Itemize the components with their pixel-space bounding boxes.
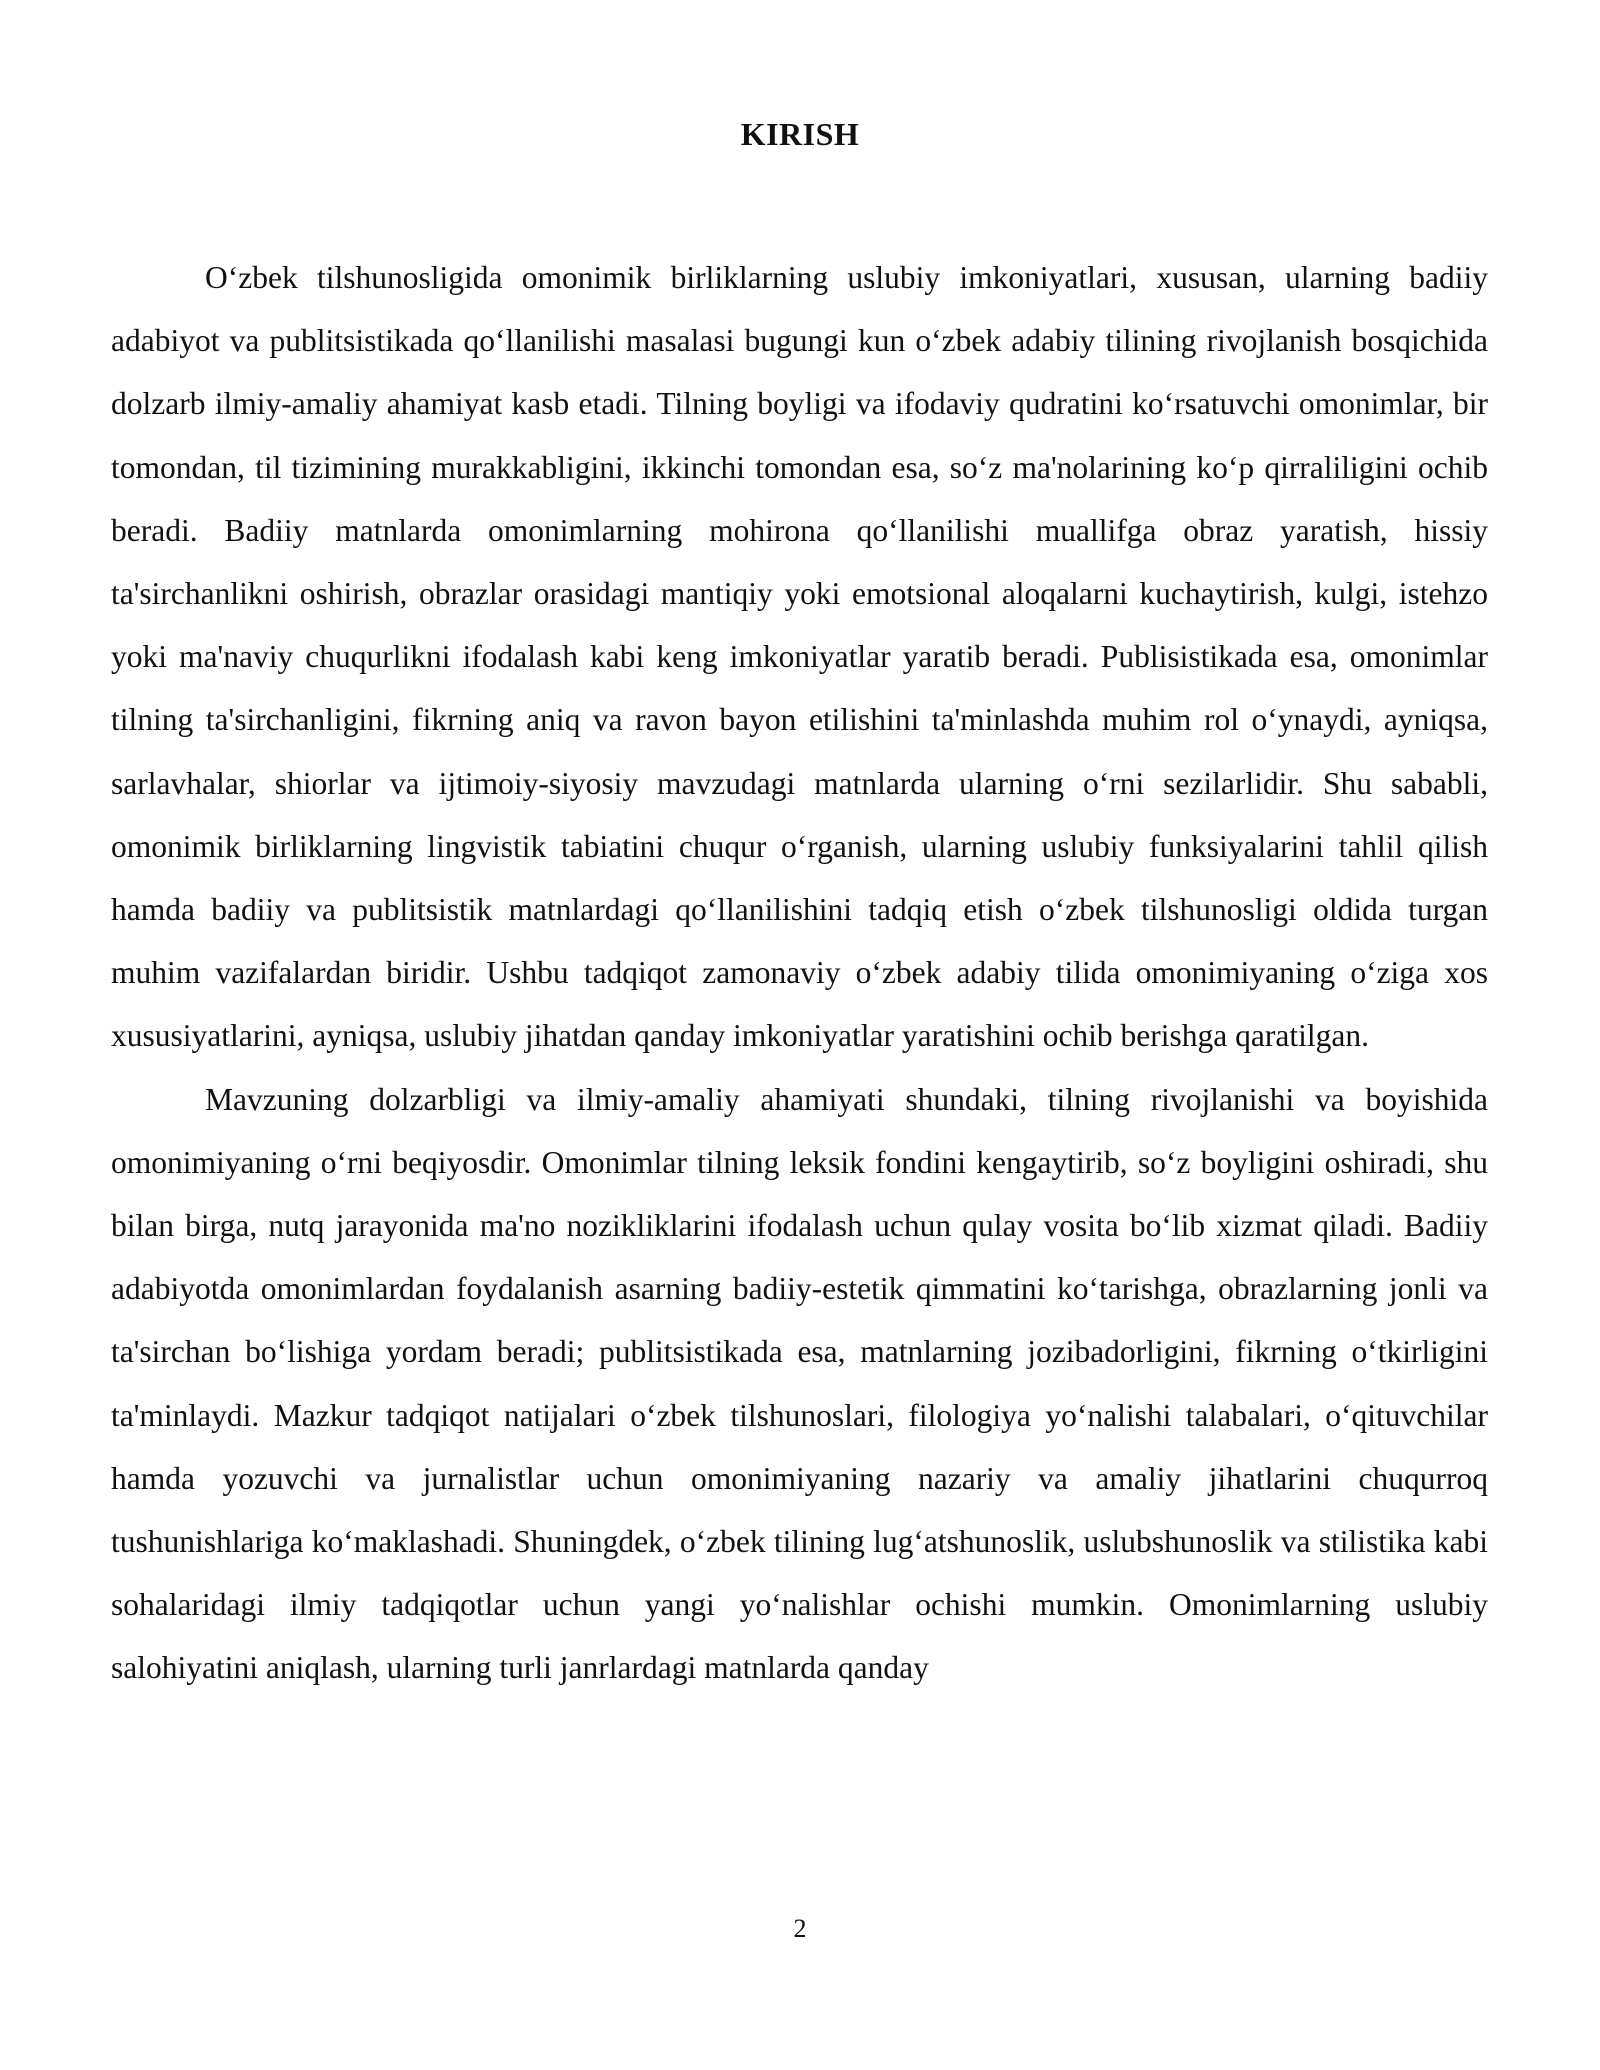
section-heading: KIRISH — [740, 116, 860, 152]
body-text — [111, 246, 1488, 1700]
page-number: 2 — [793, 1914, 807, 1943]
paragraph-relevance: Mavzuning dolzarbligi va ilmiy-amaliy ahamiyati shundaki, tilning rivojlanishi va boyishida omonimiyaning o‘rni beqiyosdir. Omonimlar tilning leksik fondini kengaytirib, so‘z boyligini oshiradi, shu bilan birga, nutq jarayonida ma'no nozikliklarini ifodalash uchun qulay vosita bo‘lib xizmat qiladi. Badiiy adabiyotda omonimlardan foydalanish asarning badiiy-estetik qimmatini ko‘tarishga, obrazlarning jonli va ta'sirchan bo‘lishiga yordam beradi; publitsistikada esa, matnlarning jozibadorligini, fikrning o‘tkirligini ta'minlaydi. Mazkur tadqiqot natijalari o‘zbek tilshunoslari, filologiya yo‘nalishi talabalari, o‘qituvchilar hamda yozuvchi va jurnalistlar uchun omonimiyaning nazariy va amaliy jihatlarini chuqurroq tushunishlariga ko‘maklashadi. Shuningdek, o‘zbek tilining lug‘atshunoslik, uslubshunoslik va stilistika kabi sohalaridagi ilmiy tadqiqotlar uchun yangi yo‘nalishlar ochishi mumkin. Omonimlarning uslubiy salohiyatini aniqlash, ularning turli janrlardagi matnlarda qanday — [111, 1081, 1488, 1686]
paragraph-intro: O‘zbek tilshunosligida omonimik birliklarning uslubiy imkoniyatlari, xususan, ularning badiiy adabiyot va publitsistikada qo‘llanilishi masalasi bugungi kun o‘zbek adabiy tilining rivojlanish bosqichida dolzarb ilmiy-amaliy ahamiyat kasb etadi. Tilning boyligi va ifodaviy qudratini ko‘rsatuvchi omonimlar, bir tomondan, til tizimining murakkabligini, ikkinchi tomondan esa, so‘z ma'nolarining ko‘p qirraliligini ochib beradi. Badiiy matnlarda omonimlarning mohirona qo‘llanilishi muallifga obraz yaratish, hissiy ta'sirchanlikni oshirish, obrazlar orasidagi mantiqiy yoki emotsional aloqalarni kuchaytirish, kulgi, istehzo yoki ma'naviy chuqurlikni ifodalash kabi keng imkoniyatlar yaratib beradi. Publisistikada esa, omonimlar tilning ta'sirchanligini, fikrning aniq va ravon bayon etilishini ta'minlashda muhim rol o‘ynaydi, ayniqsa, sarlavhalar, shiorlar va ijtimoiy-siyosiy mavzudagi matnlarda ularning o‘rni sezilarlidir. Shu sababli, omonimik birliklarning lingvistik tabiatini chuqur o‘rganish, ularning uslubiy funksiyalarini tahlil qilish hamda badiiy va publitsistik matnlardagi qo‘llanilishini tadqiq etish o‘zbek tilshunosligi oldida turgan muhim vazifalardan biridir. Ushbu tadqiqot zamonaviy o‘zbek adabiy tilida omonimiyaning o‘ziga xos xususiyatlarini, ayniqsa, uslubiy jihatdan qanday imkoniyatlar yaratishini ochib berishga qaratilgan. — [111, 260, 1488, 1054]
